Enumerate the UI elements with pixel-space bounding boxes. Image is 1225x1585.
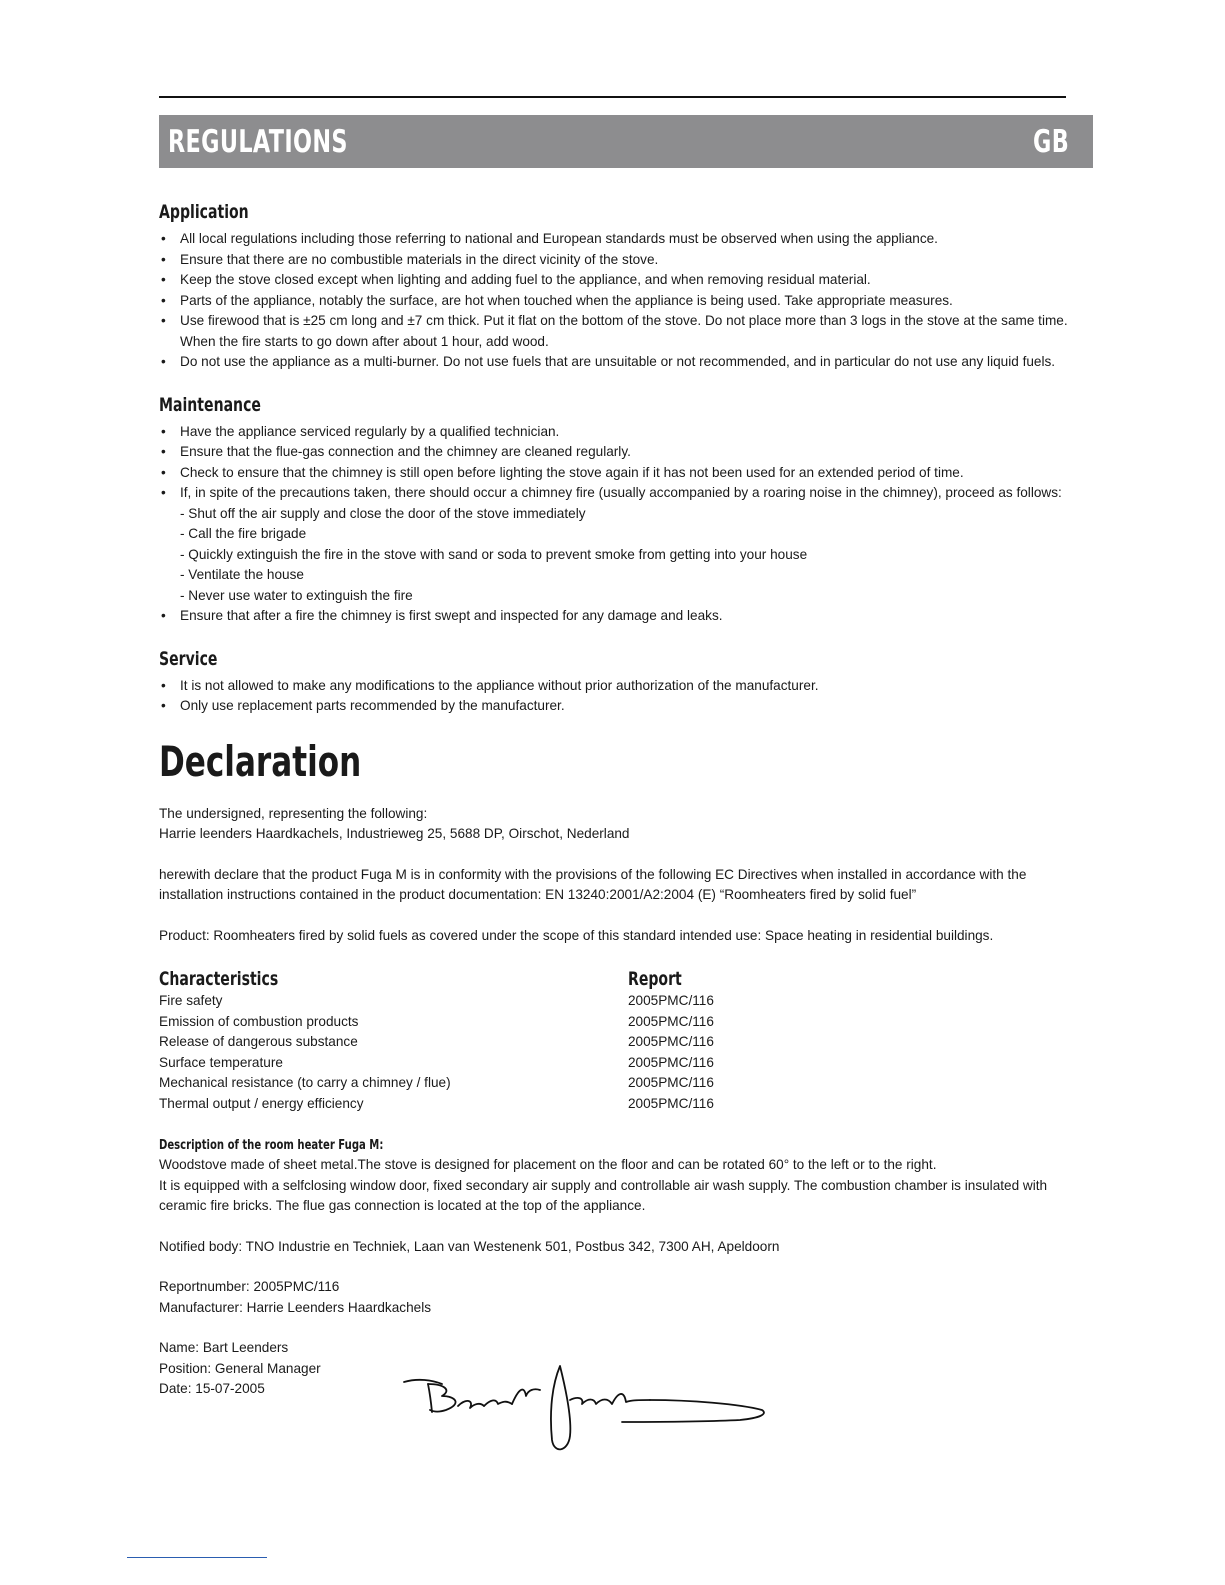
list-item: • Check to ensure that the chimney is still open before lighting the stove again if it has not been used for an extended period of time. bbox=[159, 463, 1089, 484]
table-row bbox=[159, 1032, 1089, 1053]
notified-body: Notified body: TNO Industrie en Techniek, Laan van Westenenk 501, Postbus 342, 7300 AH, Apeldoorn bbox=[159, 1238, 780, 1254]
page-title: REGULATIONS bbox=[168, 123, 348, 160]
declaration-intro: The undersigned, representing the following: bbox=[159, 805, 428, 821]
list-item: • Ensure that after a fire the chimney is first swept and inspected for any damage and leaks. bbox=[159, 606, 1089, 627]
declaration-title: Declaration bbox=[159, 736, 362, 786]
service-list bbox=[159, 676, 1089, 717]
maintenance-section bbox=[159, 393, 1089, 627]
table-row bbox=[159, 1073, 1089, 1094]
report-number: Reportnumber: 2005PMC/116 bbox=[159, 1279, 340, 1294]
conformity-statement: herewith declare that the product Fuga M is in conformity with the provisions of the following EC Directives when installed in accordance with the installation instructions contained in the product documentation: EN 13240:2001/A2:2004 (E) “Roomheaters fired by solid fuel” bbox=[159, 866, 1027, 902]
report-value: 2005PMC/116 bbox=[628, 1013, 714, 1029]
list-item: • Have the appliance serviced regularly by a qualified technician. bbox=[159, 422, 1089, 443]
signatory-name: Name: Bart Leenders bbox=[159, 1340, 289, 1355]
characteristic-name: Thermal output / energy efficiency bbox=[159, 1095, 364, 1111]
description-line: Woodstove made of sheet metal.The stove is designed for placement on the floor and can be rotated 60° to the left or to the right. bbox=[159, 1157, 937, 1172]
characteristic-name: Emission of combustion products bbox=[159, 1013, 359, 1029]
characteristic-name: Release of dangerous substance bbox=[159, 1034, 358, 1049]
page-content bbox=[159, 200, 1089, 1400]
application-section bbox=[159, 200, 1089, 373]
declaration-address: Harrie leenders Haardkachels, Industrieweg 25, 5688 DP, Oirschot, Nederland bbox=[159, 826, 630, 841]
chimney-fire-step: - Shut off the air supply and close the door of the stove immediately bbox=[180, 505, 586, 521]
service-heading: Service bbox=[159, 647, 218, 670]
characteristic-name: Surface temperature bbox=[159, 1054, 283, 1070]
report-heading: Report bbox=[628, 968, 682, 990]
report-value: 2005PMC/116 bbox=[628, 1054, 714, 1070]
section-banner bbox=[159, 115, 1093, 168]
list-item: • Ensure that there are no combustible materials in the direct vicinity of the stove. bbox=[159, 250, 1089, 271]
description-line: It is equipped with a selfclosing window door, fixed secondary air supply and controllable air wash supply. The combustion chamber is insulated with ceramic fire bricks. The flue gas connection is located at the top of the appliance. bbox=[159, 1177, 1048, 1213]
manufacturer: Manufacturer: Harrie Leenders Haardkachels bbox=[159, 1299, 432, 1315]
table-row bbox=[159, 1012, 1089, 1033]
characteristics-heading: Characteristics bbox=[159, 968, 279, 990]
language-code: GB bbox=[1032, 123, 1069, 160]
chimney-fire-step: - Ventilate the house bbox=[180, 567, 304, 582]
chimney-fire-intro: If, in spite of the precautions taken, there should occur a chimney fire (usually accompanied by a roaring noise in the chimney), proceed as follows: bbox=[180, 485, 1062, 500]
table-row bbox=[159, 1053, 1089, 1074]
chimney-fire-step: - Call the fire brigade bbox=[180, 526, 307, 541]
list-item: • Parts of the appliance, notably the surface, are hot when touched when the appliance is being used. Take appropriate measures. bbox=[159, 291, 1089, 312]
chimney-fire-step: - Quickly extinguish the fire in the stove with sand or soda to prevent smoke from getting into your house bbox=[180, 546, 808, 562]
list-item: • Do not use the appliance as a multi-burner. Do not use fuels that are unsuitable or not recommended, and in particular do not use any liquid fuels. bbox=[159, 352, 1089, 373]
table-row bbox=[159, 1094, 1089, 1115]
maintenance-list bbox=[159, 422, 1089, 627]
list-item: • Use firewood that is ±25 cm long and ±7 cm thick. Put it flat on the bottom of the stove. Do not place more than 3 logs in the stove at the same time. When the fire starts to go down after about 1 hour, add wood. bbox=[159, 311, 1089, 352]
report-value: 2005PMC/116 bbox=[628, 993, 714, 1008]
product-statement: Product: Roomheaters fired by solid fuels as covered under the scope of this standard intended use: Space heating in residential buildings. bbox=[159, 927, 994, 943]
description-heading: Description of the room heater Fuga M: bbox=[159, 1137, 384, 1153]
list-item: • All local regulations including those referring to national and European standards must be observed when using the appliance. bbox=[159, 229, 1089, 250]
report-value: 2005PMC/116 bbox=[628, 1034, 714, 1049]
table-row bbox=[159, 991, 1089, 1012]
characteristic-name: Mechanical resistance (to carry a chimney / flue) bbox=[159, 1075, 451, 1090]
characteristics-table bbox=[159, 991, 1089, 1114]
top-rule bbox=[159, 96, 1066, 98]
report-value: 2005PMC/116 bbox=[628, 1095, 714, 1111]
application-list bbox=[159, 229, 1089, 373]
list-item: • Keep the stove closed except when lighting and adding fuel to the appliance, and when removing residual material. bbox=[159, 270, 1089, 291]
list-item: • Only use replacement parts recommended by the manufacturer. bbox=[159, 696, 1089, 717]
list-item: • Ensure that the flue-gas connection and the chimney are cleaned regularly. bbox=[159, 442, 1089, 463]
signatory-position: Position: General Manager bbox=[159, 1360, 321, 1376]
service-section bbox=[159, 647, 1089, 717]
chimney-fire-step: - Never use water to extinguish the fire bbox=[180, 587, 413, 603]
signature-image bbox=[400, 1360, 780, 1460]
signature-date: Date: 15-07-2005 bbox=[159, 1381, 265, 1396]
report-value: 2005PMC/116 bbox=[628, 1075, 714, 1090]
characteristics-header bbox=[159, 967, 1089, 991]
list-item: • It is not allowed to make any modifications to the appliance without prior authorization of the manufacturer. bbox=[159, 676, 1089, 697]
application-heading: Application bbox=[159, 201, 249, 223]
footer-link-line bbox=[127, 1557, 267, 1558]
characteristic-name: Fire safety bbox=[159, 993, 223, 1008]
list-item bbox=[159, 483, 1089, 606]
maintenance-heading: Maintenance bbox=[159, 393, 261, 416]
